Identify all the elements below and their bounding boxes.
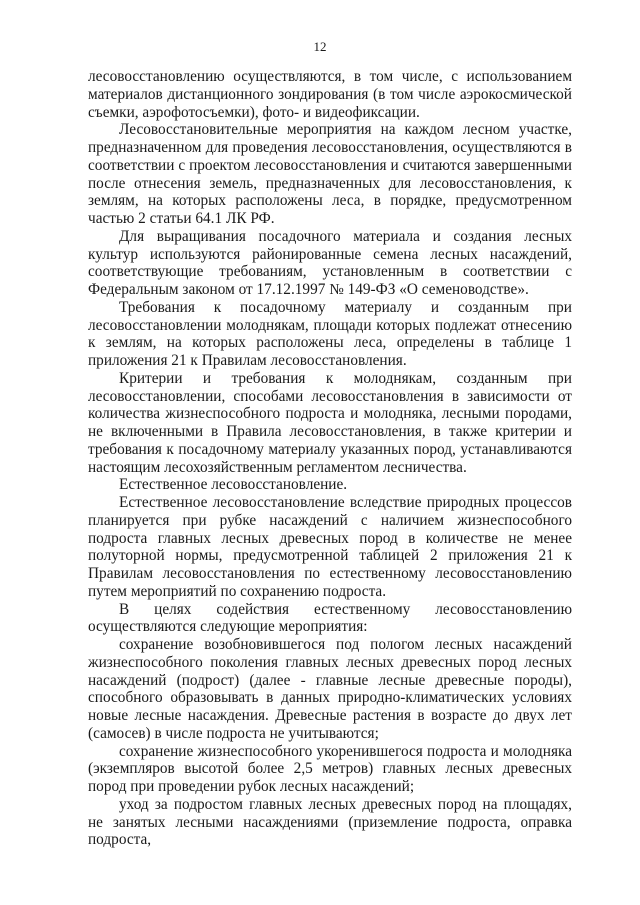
list-item-preserve-regrowth: сохранение возобновившегося под пологом лесных насаждений жизнеспособного поколения главных лесных древесных пород лесных насаждений (подрост) (далее - главные лесные древесные породы), способного образовывать в данных природно-климатических условиях новые лесные насаждения. Древесные растения в возрасте до двух лет (самосев) в числе подроста не учитываются; xyxy=(88,636,572,742)
list-item-regrowth-care: уход за подростом главных лесных древесных пород на площадях, не занятых лесными насаждениями (приземление подроста, оправка подроста, xyxy=(88,795,572,849)
section-heading-natural-reforestation: Естественное лесовосстановление. xyxy=(119,476,348,494)
list-item-preserve-young-growth: сохранение жизнеспособного укоренившегося подроста и молодняка (экземпляров высотой более 2,5 метров) главных лесных древесных пород при проведении рубок лесных насаждений; xyxy=(88,742,572,795)
paragraph-reforestation-measures: Лесовосстановительные мероприятия на каждом лесном участке, предназначенном для проведения лесовосстановления, осуществляются в соответствии с проектом лесовосстановления и считаются завершенными после отнесения земель, предназначенных для лесовосстановления, к землям, на которых расположены леса, в порядке, предусмотренном частью 2 статьи 64.1 ЛК РФ. xyxy=(88,121,572,227)
paragraph-natural-reforestation: Естественное лесовосстановление вследствие природных процессов планируется при рубке насаждений с наличием жизнеспособного подроста главных лесных древесных пород в количестве не менее полуторной нормы, предусмотренной таблицей 2 приложения 21 к Правилам лесовосстановления по естественному лесовосстановлению путем мероприятий по сохранению подроста. xyxy=(88,494,572,600)
paragraph-assistance-measures-intro: В целях содействия естественному лесовосстановлению осуществляются следующие мероприятия: xyxy=(88,600,572,636)
paragraph-criteria: Критерии и требования к молоднякам, созданным при лесовосстановлении, способами лесовосстановления в зависимости от количества жизнеспособного подроста и молодняка, лесными породами, не включенными в Правила лесовосстановления, в также критерии и требования к посадочному материалу указанных пород, устанавливаются настоящим лесохозяйственным регламентом лесничества. xyxy=(88,369,572,476)
paragraph-seed-material: Для выращивания посадочного материала и создания лесных культур используются районированные семена лесных насаждений, соответствующие требованиям, установленным в соответствии с Федеральным законом от 17.12.1997 № 149-ФЗ «О семеноводстве». xyxy=(88,227,572,298)
page-number: 12 xyxy=(313,39,327,54)
document-body xyxy=(88,68,572,849)
paragraph-planting-requirements: Требования к посадочному материалу и созданным при лесовосстановлении молоднякам, площади которых подлежат отнесению к землям, на которых расположены леса, определены в таблице 1 приложения 21 к Правилам лесовосстановления. xyxy=(88,298,572,369)
paragraph-continuation: лесовосстановлению осуществляются, в том числе, с использованием материалов дистанционного зондирования (в том числе аэрокосмической съемки, аэрофотосъемки), фото- и видеофиксации. xyxy=(88,68,572,121)
